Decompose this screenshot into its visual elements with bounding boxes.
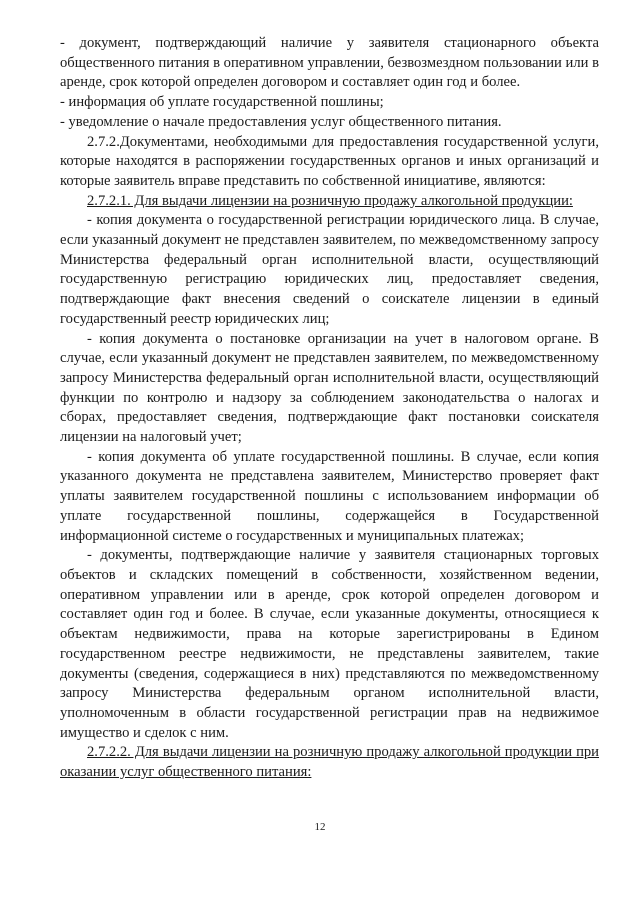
paragraph-legal-entity-registration: - копия документа о государственной регистрации юридического лица. В случае, если указанный документ не представлен заявителем, по межведомственному запросу Министерства федеральный орган исполнительной власти, осуществляющий государственную регистрацию юридических лиц, предоставляет сведения, подтверждающие факт внесения сведений о соискателе лицензии в единый государственный реестр юридических лиц; xyxy=(60,212,599,327)
document-body xyxy=(60,34,599,783)
page-number: 12 xyxy=(314,821,326,833)
paragraph-state-fee-info: - информация об уплате государственной пошлины; xyxy=(60,94,384,111)
paragraph-catering-notice: - уведомление о начале предоставления услуг общественного питания. xyxy=(60,113,502,130)
paragraph-document-catering-object: - документ, подтверждающий наличие у заявителя стационарного объекта общественного питания в оперативном управлении, безвозмездном пользовании или в аренде, срок которой определен договором и составляет один год и более. xyxy=(60,35,599,91)
paragraph-property-documents: - документы, подтверждающие наличие у заявителя стационарных торговых объектов и складских помещений в собственности, хозяйственном ведении, оперативном управлении или в аренде, срок которой определен договором и составляет один год и более. В случае, если указанные документы, относящиеся к объектам недвижимости, права на которые зарегистрированы в Едином государственном реестре недвижимости, не представлены заявителем, такие документы (сведения, содержащиеся в них) представляются по межведомственному запросу Министерства федеральным органом исполнительной власти, уполномоченным в области государственной регистрации прав на недвижимое имущество и сделок с ним. xyxy=(60,547,599,741)
paragraph-tax-registration: - копия документа о постановке организации на учет в налоговом органе. В случае, если указанный документ не представлен заявителем, по межведомственному запросу Министерства федеральный орган исполнительной власти, осуществляющий функции по контролю и надзору за соблюдением законодательства о налогах и сборах, предоставляет сведения, подтверждающие факт постановки соискателя лицензии на налоговый учет; xyxy=(60,330,599,446)
paragraph-state-fee-payment: - копия документа об уплате государственной пошлины. В случае, если копия указанного документа не представлена заявителем, Министерство проверяет факт уплаты заявителем государственной пошлины с использованием информации об уплате государственной пошлины, содержащейся в Государственной информационной системе о государственных и муниципальных платежах; xyxy=(60,448,599,544)
heading-section-2-7-2-2: 2.7.2.2. Для выдачи лицензии на розничную продажу алкогольной продукции при оказании услуг общественного питания: xyxy=(60,744,599,781)
paragraph-section-2-7-2: 2.7.2.Документами, необходимыми для предоставления государственной услуги, которые находятся в распоряжении государственных органов и иных организаций и которые заявитель вправе представить по собственной инициативе, являются: xyxy=(60,133,599,189)
heading-section-2-7-2-1: 2.7.2.1. Для выдачи лицензии на розничную продажу алкогольной продукции: xyxy=(87,192,573,209)
